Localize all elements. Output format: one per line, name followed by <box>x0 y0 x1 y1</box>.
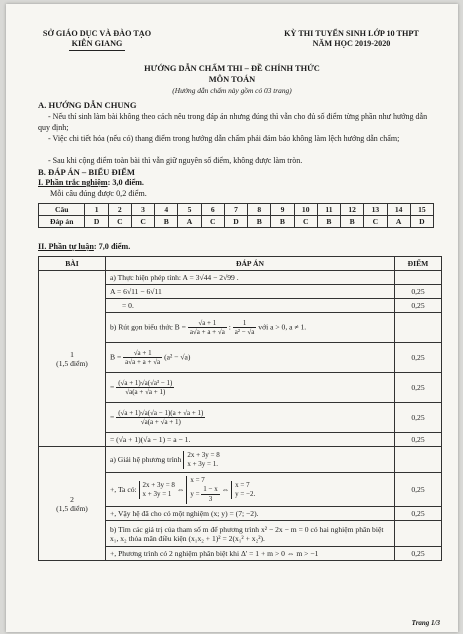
points-cell: 0,25 <box>395 403 442 433</box>
equation-system <box>183 451 219 469</box>
table-header-row <box>39 257 442 271</box>
bai1-a-result: = 0. <box>106 299 395 313</box>
answer-letter: C <box>294 216 317 228</box>
equation-line: x = 7 <box>190 475 205 484</box>
table-row <box>39 447 442 473</box>
subject-title: MÔN TOÁN <box>208 75 256 84</box>
condition: với a > 0, a ≠ 1. <box>258 322 307 332</box>
answer-letter: B <box>248 216 271 228</box>
answer-key-table <box>38 203 434 228</box>
header-right <box>254 29 449 49</box>
question-number: 9 <box>271 204 294 216</box>
points-cell <box>395 447 442 473</box>
multiplier: (a² − √a) <box>164 352 191 362</box>
bai1-b-step2 <box>106 373 395 403</box>
part1-note: Mỗi câu đúng được 0,2 điểm. <box>50 189 147 198</box>
question-number: 1 <box>85 204 108 216</box>
solution-prefix: +, Ta có: <box>110 484 137 494</box>
page-count-note: (Hướng dẫn chấm này gồm có 03 trang) <box>172 86 292 95</box>
fraction <box>116 379 174 396</box>
document-page <box>6 4 458 632</box>
numerator: 1 <box>233 319 257 328</box>
part2-score: : 7,0 điểm. <box>93 242 131 251</box>
header-underline <box>69 50 125 51</box>
bai2-a-solution <box>106 473 395 507</box>
part2-label: II. Phần tự luận <box>38 242 94 251</box>
section-a-para-2: - Việc chi tiết hóa (nếu có) thang điểm trong hướng dẫn chấm phải đảm bảo không làm lệch hướng dẫn chấm; <box>48 134 400 143</box>
equation-lhs: y = <box>190 489 200 498</box>
question-number: 15 <box>410 204 433 216</box>
equation-line: x + 3y = 1 <box>142 489 172 498</box>
answer-letter: A <box>387 216 410 228</box>
question-number: 12 <box>341 204 364 216</box>
answer-letter: C <box>201 216 224 228</box>
equation-line: 2x + 3y = 8 <box>187 450 220 459</box>
bai-2-number: 2 <box>70 494 74 504</box>
points-cell: 0,25 <box>395 547 442 561</box>
question-row-label: Câu <box>39 204 85 216</box>
answer-letter: B <box>271 216 294 228</box>
answer-letter: A <box>178 216 201 228</box>
bai-1-cell <box>39 271 106 447</box>
answer-letter: C <box>364 216 387 228</box>
numerator: (√a + 1)√a(√a³ − 1) <box>118 379 173 387</box>
question-number: 7 <box>224 204 247 216</box>
question-number: 13 <box>364 204 387 216</box>
fraction <box>233 319 257 336</box>
bai-2-cell <box>39 447 106 561</box>
answer-letter: D <box>224 216 247 228</box>
answer-row <box>39 216 434 228</box>
equals-sign: = <box>110 382 115 392</box>
col-header-bai: BÀI <box>39 257 106 271</box>
answer-letter: D <box>410 216 433 228</box>
question-number: 4 <box>155 204 178 216</box>
question-number: 8 <box>248 204 271 216</box>
exam-name: KỲ THI TUYỂN SINH LỚP 10 THPT <box>284 29 419 38</box>
header-left <box>22 29 172 51</box>
fraction <box>201 485 219 504</box>
fraction <box>123 349 162 366</box>
bai1-a-step1: A = 6√11 − 6√11 <box>106 285 395 299</box>
question-number: 2 <box>108 204 131 216</box>
points-cell <box>395 313 442 343</box>
bai-1-number: 1 <box>70 349 74 359</box>
points-cell: 0,25 <box>395 507 442 521</box>
numerator: √a + 1 <box>188 319 227 328</box>
denominator: √a(a + √a + 1) <box>140 418 181 426</box>
numerator: 1 − x <box>203 484 218 493</box>
iff-sign: ⇔ <box>176 484 185 494</box>
question-number: 5 <box>178 204 201 216</box>
equation-line: x + 3y = 1. <box>187 459 218 468</box>
section-a-heading: A. HƯỚNG DẪN CHUNG <box>38 100 137 110</box>
equation-system <box>231 481 255 499</box>
answer-row-label: Đáp án <box>39 216 85 228</box>
equation-lhs: B = <box>110 352 122 362</box>
equation-line: 2x + 3y = 8 <box>142 480 175 489</box>
points-cell: 0,25 <box>395 373 442 403</box>
table-row <box>39 271 442 285</box>
bai-2-score: (1,5 điểm) <box>56 503 88 513</box>
points-cell: 0,25 <box>395 285 442 299</box>
bai1-part-a: a) Thực hiện phép tính: A = 3√44 − 2√99 . <box>106 271 395 285</box>
denominator: a√a + a + √a <box>189 328 225 336</box>
points-cell: 0,25 <box>395 473 442 507</box>
numerator: √a + 1 <box>123 349 162 358</box>
points-cell <box>395 521 442 547</box>
part-a-text: a) Giải hệ phương trình <box>110 454 182 464</box>
answer-letter: D <box>85 216 108 228</box>
points-cell: 0,25 <box>395 299 442 313</box>
part-b-prefix: b) Rút gọn biểu thức B = <box>110 322 186 332</box>
question-number: 10 <box>294 204 317 216</box>
bai2-part-a <box>106 447 395 473</box>
part1-score: : 3,0 điểm. <box>107 178 144 187</box>
denominator: 3 <box>208 494 213 503</box>
answer-letter: C <box>108 216 131 228</box>
bai1-b-step3 <box>106 403 395 433</box>
points-cell: 0,25 <box>395 343 442 373</box>
iff-sign: ⇔ <box>221 484 230 494</box>
question-number: 6 <box>201 204 224 216</box>
section-b-heading: B. ĐÁP ÁN – BIỂU ĐIỂM <box>38 167 135 177</box>
fraction <box>116 409 205 426</box>
equation-line: x = 7 <box>235 480 250 489</box>
department-name: SỞ GIÁO DỤC VÀ ĐÀO TẠO <box>42 29 152 38</box>
bai2-b-step1: +, Phương trình có 2 nghiệm phân biệt khi Δ' = 1 + m > 0 ⇔ m > −1 <box>106 547 395 561</box>
answer-letter: B <box>341 216 364 228</box>
question-number: 11 <box>317 204 340 216</box>
numerator: (√a + 1)√a(√a − 1)(a + √a + 1) <box>118 409 204 417</box>
section-a-para-3: - Sau khi cộng điểm toàn bài thì vẫn giữ nguyên số điểm, không được làm tròn. <box>48 156 303 165</box>
equation-system <box>186 476 219 504</box>
denominator: √a(a + √a + 1) <box>125 388 166 396</box>
essay-scoring-table <box>38 256 442 561</box>
question-number: 14 <box>387 204 410 216</box>
province-name: KIÊN GIANG <box>71 39 123 48</box>
bai1-b-result: = (√a + 1)(√a − 1) = a − 1. <box>106 433 395 447</box>
doc-title: HƯỚNG DẪN CHẤM THI – ĐỀ CHÍNH THỨC <box>144 64 320 73</box>
section-a-para-1: - Nếu thí sinh làm bài không theo cách nêu trong đáp án nhưng đúng thì vẫn cho đủ số điểm từng phần như hướng dẫn quy định; <box>38 112 428 132</box>
school-year: NĂM HỌC 2019-2020 <box>312 39 391 48</box>
question-row <box>39 204 434 216</box>
denominator: a√a + a + √a <box>125 358 161 366</box>
answer-letter: C <box>131 216 154 228</box>
part2-heading <box>38 242 130 251</box>
fraction <box>188 319 227 336</box>
answer-letter: B <box>155 216 178 228</box>
equals-sign: = <box>110 412 115 422</box>
equation-line <box>190 485 219 504</box>
part1-heading <box>38 178 144 187</box>
col-header-dapan: ĐÁP ÁN <box>106 257 395 271</box>
part1-label: I. Phần trắc nghiệm <box>38 178 108 187</box>
bai1-part-b <box>106 313 395 343</box>
points-cell <box>395 271 442 285</box>
bai1-b-step1 <box>106 343 395 373</box>
bai2-a-conclusion: +, Vậy hệ đã cho có một nghiệm (x; y) = (7; −2). <box>106 507 395 521</box>
col-header-diem: ĐIỂM <box>395 257 442 271</box>
question-number: 3 <box>131 204 154 216</box>
bai-1-score: (1,5 điểm) <box>56 358 88 368</box>
denominator: a² − √a <box>234 328 255 336</box>
equation-system <box>139 481 175 499</box>
points-cell: 0,25 <box>395 433 442 447</box>
bai2-part-b: b) Tìm các giá trị của tham số m để phương trình x² − 2x − m = 0 có hai nghiệm phân biệt x₁, x₂ thỏa mãn điều kiện (x₁x₂ + 1)² = 2(x₁² + x₂²). <box>106 521 395 547</box>
colon-sign: : <box>228 322 231 332</box>
equation-line: y = −2. <box>235 489 256 498</box>
answer-letter: B <box>317 216 340 228</box>
page-footer: Trang 1/3 <box>411 619 440 627</box>
